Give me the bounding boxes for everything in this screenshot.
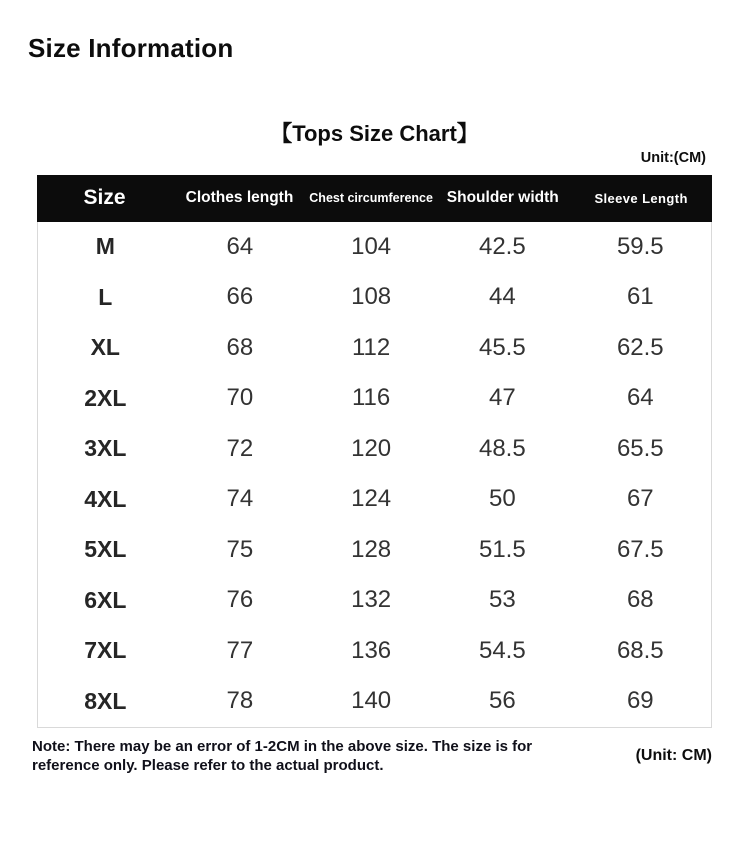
chest-circumference-cell: 108: [351, 283, 392, 311]
clothes-length-cell: 77: [226, 636, 254, 664]
table-footer: [32, 737, 712, 776]
note-line-1: Note: There may be an error of 1-2CM in the above size. The size is for: [32, 737, 533, 755]
chest-circumference-cell: 104: [351, 232, 392, 260]
sleeve-length-cell: 68.5: [616, 636, 664, 664]
size-cell: 8XL: [84, 687, 127, 714]
chest-circumference-cell: 132: [351, 586, 392, 614]
chart-title: 【Tops Size Chart】: [270, 120, 479, 146]
clothes-length-cell: 70: [226, 384, 254, 412]
size-cell: 5XL: [84, 536, 127, 563]
chest-circumference-cell: 140: [351, 687, 392, 715]
table-body: [37, 222, 712, 728]
clothes-length-cell: 64: [226, 232, 254, 260]
size-cell: M: [95, 233, 115, 260]
clothes-length-cell: 74: [226, 485, 254, 513]
sleeve-length-cell: 67: [626, 485, 654, 513]
shoulder-width-cell: 42.5: [478, 232, 526, 260]
table-row: [38, 525, 711, 576]
chest-circumference-cell: 116: [351, 384, 391, 412]
column-header-sleeve-length: Sleeve Length: [594, 190, 688, 206]
table-row: [38, 323, 711, 374]
table-row: [38, 575, 711, 626]
shoulder-width-cell: 53: [488, 586, 516, 614]
table-row: [38, 373, 711, 424]
column-header-clothes-length: Clothes length: [185, 189, 294, 207]
size-cell: XL: [90, 334, 120, 361]
chest-circumference-cell: 112: [351, 333, 391, 361]
clothes-length-cell: 66: [226, 283, 254, 311]
shoulder-width-cell: 45.5: [478, 333, 526, 361]
shoulder-width-cell: 51.5: [478, 535, 526, 563]
unit-label-top: Unit:(CM): [640, 149, 706, 166]
column-header-size: Size: [83, 186, 126, 210]
size-information-page: [0, 34, 750, 852]
clothes-length-cell: 78: [226, 687, 254, 715]
shoulder-width-cell: 50: [488, 485, 516, 513]
sleeve-length-cell: 62.5: [616, 333, 664, 361]
table-header-row: [37, 175, 712, 222]
clothes-length-cell: 75: [226, 535, 254, 563]
chest-circumference-cell: 124: [351, 485, 392, 513]
column-header-shoulder-width: Shoulder width: [446, 189, 559, 207]
size-cell: L: [98, 283, 113, 310]
table-row: [38, 222, 711, 273]
clothes-length-cell: 68: [226, 333, 254, 361]
shoulder-width-cell: 56: [488, 687, 516, 715]
size-chart-section: [37, 120, 712, 728]
size-table: [37, 175, 712, 728]
sleeve-length-cell: 67.5: [616, 535, 664, 563]
chest-circumference-cell: 128: [351, 535, 392, 563]
size-cell: 2XL: [84, 384, 127, 411]
size-cell: 6XL: [84, 586, 127, 613]
table-row: [38, 676, 711, 727]
sleeve-length-cell: 61: [626, 283, 654, 311]
unit-label-bottom: (Unit: CM): [635, 747, 712, 765]
size-cell: 4XL: [84, 485, 127, 512]
note-text: [32, 737, 532, 776]
table-row: [38, 474, 711, 525]
table-row: [38, 424, 711, 475]
sleeve-length-cell: 59.5: [616, 232, 664, 260]
table-row: [38, 626, 711, 677]
size-cell: 7XL: [84, 637, 127, 664]
chest-circumference-cell: 120: [351, 434, 392, 462]
size-cell: 3XL: [84, 435, 127, 462]
sleeve-length-cell: 65.5: [616, 434, 664, 462]
shoulder-width-cell: 44: [488, 283, 516, 311]
clothes-length-cell: 72: [226, 434, 254, 462]
page-title: Size Information: [28, 33, 234, 63]
table-row: [38, 272, 711, 323]
shoulder-width-cell: 48.5: [478, 434, 526, 462]
sleeve-length-cell: 64: [626, 384, 654, 412]
note-line-2: reference only. Please refer to the actual product.: [32, 757, 384, 775]
sleeve-length-cell: 69: [626, 687, 654, 715]
shoulder-width-cell: 54.5: [478, 636, 526, 664]
shoulder-width-cell: 47: [488, 384, 516, 412]
clothes-length-cell: 76: [226, 586, 254, 614]
column-header-chest-circumference: Chest circumference: [309, 191, 433, 206]
sleeve-length-cell: 68: [626, 586, 654, 614]
chest-circumference-cell: 136: [351, 636, 392, 664]
